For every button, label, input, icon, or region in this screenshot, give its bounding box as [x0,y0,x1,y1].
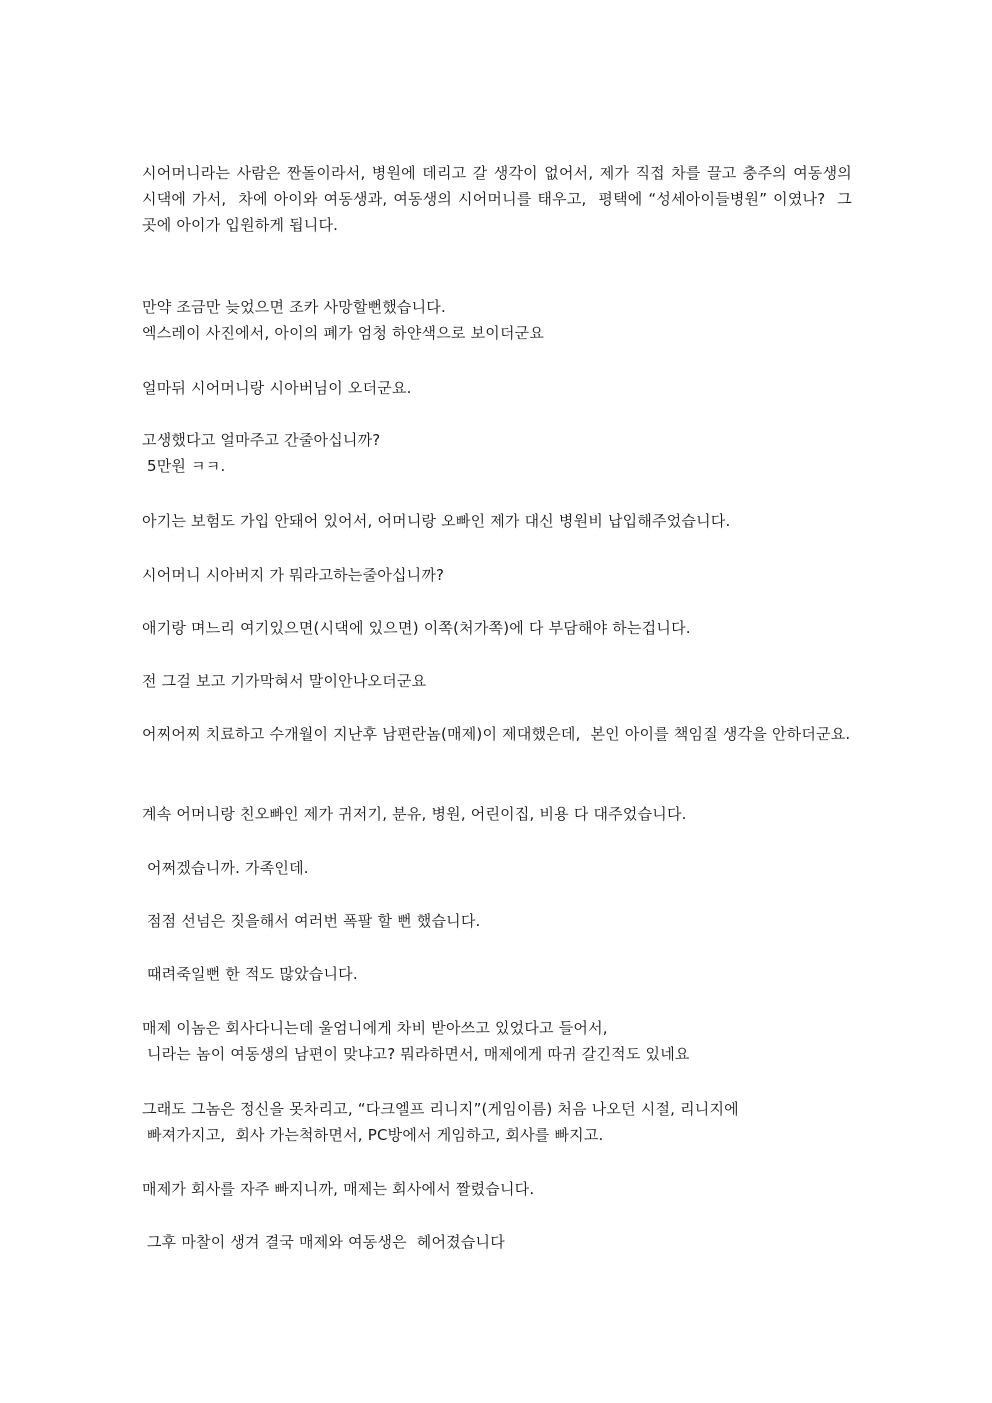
paragraph-anger: 때려죽일뻔 한 적도 많았습니다. [142,965,358,983]
paragraph-burden: 애기랑 며느리 여기있으면(시댁에 있으면) 이쪽(처가쪽)에 다 부담해야 하는겁니다. [142,619,691,637]
paragraph-parents-visit: 얼마뒤 시어머니랑 시아버님이 오더군요. [142,379,412,397]
paragraph-separation: 그후 마찰이 생겨 결국 매제와 여동생은 헤어졌습니다 [142,1233,505,1251]
paragraph-fired: 매제가 회사를 자주 빠지니까, 매제는 회사에서 짤렸습니다. [142,1180,535,1198]
paragraph-discharge: 어찌어찌 치료하고 수개월이 지난후 남편란놈(매제)이 제대했은데, 본인 아이를 책임질 생각을 안하더군요. [142,725,851,743]
paragraph-expenses: 계속 어머니랑 친오빠인 제가 귀저기, 분유, 병원, 어린이집, 비용 다 대주었습니다. [142,805,687,823]
paragraph-money-given: 고생했다고 얼마주고 간줄아십니까? 5만원 ㅋㅋ. [142,431,381,475]
paragraph-crossing-lines: 점점 선넘은 짓을해서 여러번 폭팔 할 뻔 했습니다. [142,912,481,930]
paragraph-xray: 만약 조금만 늦었으면 조카 사망할뻔했습니다. 엑스레이 사진에서, 아이의 폐가 엄청 하얀색으로 보이더군요 [142,298,545,342]
paragraph-game-addiction: 그래도 그놈은 정신을 못차리고, “다크엘프 리니지”(게임이름) 처음 나오던 시절, 리니지에 빠져가지고, 회사 가는척하면서, PC방에서 게임하고, 회사를 빠지고. [142,1100,739,1144]
paragraph-hospital-trip: 시어머니라는 사람은 짠돌이라서, 병원에 데리고 갈 생각이 없어서, 제가 직접 차를 끌고 충주의 여동생의 시댁에 가서, 차에 아이와 여동생과, 여동생의 시어머니를 태우고, 평택에 “성세아이들병원” 이였나? 그곳에 아이가 입원하게 됩니다. [142,164,857,234]
paragraph-in-laws-question: 시어머니 시아버지 가 뭐라고하는줄아십니까? [142,566,445,584]
paragraph-family: 어쩌겠습니까. 가족인데. [142,859,309,877]
paragraph-travel-money: 매제 이놈은 회사다니는데 울엄니에게 차비 받아쓰고 있었다고 들어서, 니라는 놈이 여동생의 남편이 맞냐고? 뭐라하면서, 매제에게 따귀 갈긴적도 있네요 [142,1019,690,1063]
paragraph-insurance: 아기는 보험도 가입 안돼어 있어서, 어머니랑 오빠인 제가 대신 병원비 납입해주었습니다. [142,512,731,530]
paragraph-speechless: 전 그걸 보고 기가막혀서 말이안나오더군요 [142,672,427,690]
